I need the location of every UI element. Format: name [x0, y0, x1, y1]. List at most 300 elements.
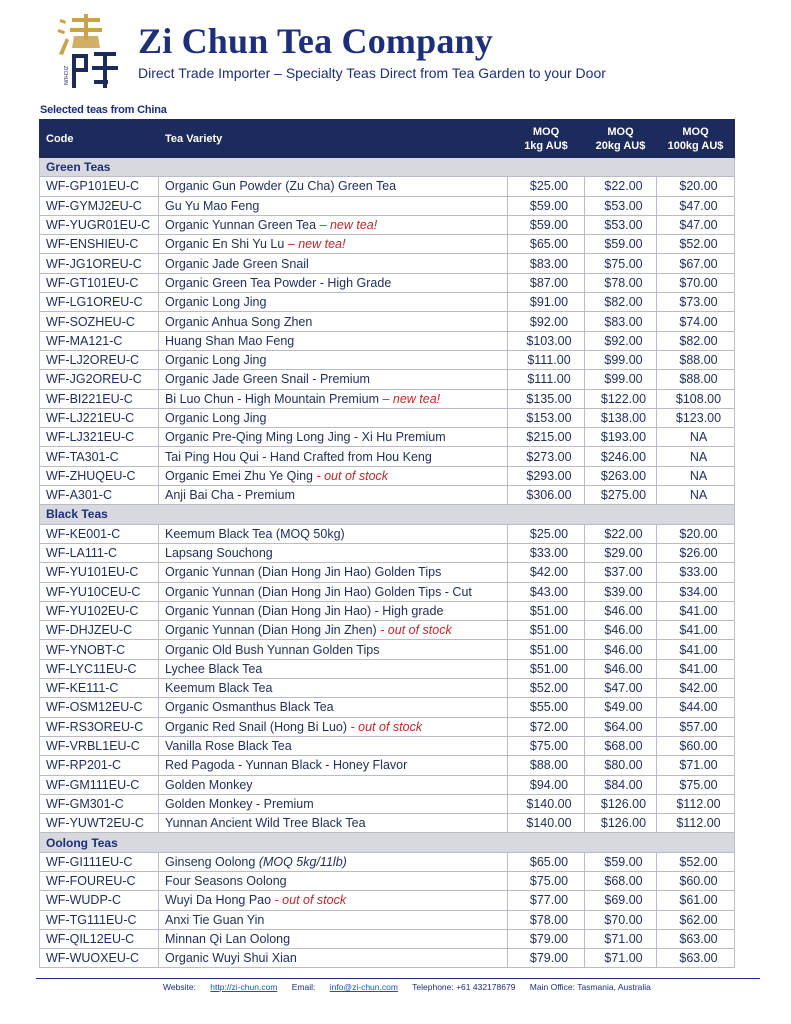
product-code: WF-KE111-C: [40, 679, 159, 698]
price-100kg: $60.00: [657, 736, 735, 755]
price-1kg: $140.00: [508, 794, 585, 813]
variety-name: Organic Gun Powder (Zu Cha) Green Tea: [165, 179, 397, 194]
price-1kg: $65.00: [508, 852, 585, 871]
price-100kg: $20.00: [657, 524, 735, 543]
price-20kg: $46.00: [585, 621, 657, 640]
variety-name: Organic Yunnan (Dian Hong Jin Hao) Golden Tips: [165, 565, 442, 580]
variety-name: Minnan Qi Lan Oolong: [165, 932, 291, 947]
product-code: WF-GT101EU-C: [40, 273, 159, 292]
table-row: [40, 698, 735, 717]
price-100kg: $62.00: [657, 910, 735, 929]
product-code: WF-LA111-C: [40, 543, 159, 562]
price-1kg: $25.00: [508, 524, 585, 543]
price-20kg: $22.00: [585, 524, 657, 543]
product-code: WF-YNOBT-C: [40, 640, 159, 659]
tea-variety: [159, 196, 508, 215]
tea-variety: [159, 949, 508, 968]
tea-variety: [159, 775, 508, 794]
price-100kg: $47.00: [657, 196, 735, 215]
price-20kg: $122.00: [585, 389, 657, 408]
variety-name: Bi Luo Chun - High Mountain Premium: [165, 391, 379, 406]
variety-name: Organic Green Tea Powder - High Grade: [165, 275, 392, 290]
variety-name: Organic Old Bush Yunnan Golden Tips: [165, 642, 380, 657]
tea-variety: [159, 524, 508, 543]
variety-name: Organic Long Jing: [165, 353, 267, 368]
product-code: WF-TA301-C: [40, 447, 159, 466]
price-100kg: $41.00: [657, 659, 735, 678]
tea-variety: [159, 698, 508, 717]
price-100kg: NA: [657, 447, 735, 466]
price-20kg: $29.00: [585, 543, 657, 562]
price-1kg: $103.00: [508, 331, 585, 350]
price-table: [39, 119, 735, 968]
variety-name: Keemum Black Tea: [165, 681, 273, 696]
column-header-moq-100kg: [657, 120, 735, 158]
product-code: WF-GM111EU-C: [40, 775, 159, 794]
price-1kg: $111.00: [508, 370, 585, 389]
variety-name: Anji Bai Cha - Premium: [165, 488, 295, 503]
tea-variety: [159, 756, 508, 775]
product-code: WF-GM301-C: [40, 794, 159, 813]
price-100kg: $75.00: [657, 775, 735, 794]
price-100kg: $41.00: [657, 640, 735, 659]
table-header-row: [40, 120, 735, 158]
price-1kg: $87.00: [508, 273, 585, 292]
price-100kg: NA: [657, 428, 735, 447]
price-1kg: $75.00: [508, 871, 585, 890]
price-20kg: $70.00: [585, 910, 657, 929]
product-code: WF-LYC11EU-C: [40, 659, 159, 678]
table-row: [40, 891, 735, 910]
tea-variety: [159, 312, 508, 331]
price-20kg: $193.00: [585, 428, 657, 447]
table-row: [40, 679, 735, 698]
status-note: – new tea!: [316, 218, 378, 233]
footer-office: Main Office: Tasmania, Australia: [529, 982, 651, 992]
variety-name: Wuyi Da Hong Pao: [165, 893, 272, 908]
product-code: WF-YUWT2EU-C: [40, 814, 159, 833]
variety-name: Four Seasons Oolong: [165, 874, 287, 889]
table-row: [40, 312, 735, 331]
table-row: [40, 177, 735, 196]
price-20kg: $138.00: [585, 408, 657, 427]
variety-name: Gu Yu Mao Feng: [165, 198, 260, 213]
price-100kg: $60.00: [657, 871, 735, 890]
price-1kg: $215.00: [508, 428, 585, 447]
tea-variety: [159, 447, 508, 466]
price-20kg: $71.00: [585, 929, 657, 948]
variety-name: Organic Wuyi Shui Xian: [165, 951, 297, 966]
table-row: [40, 601, 735, 620]
column-header-code: Code: [40, 120, 159, 158]
product-code: WF-WUDP-C: [40, 891, 159, 910]
column-header-moq-1kg-b: 1kg AU$: [524, 139, 568, 152]
variety-name: Organic Yunnan Green Tea: [165, 218, 317, 233]
table-row: [40, 389, 735, 408]
price-1kg: $91.00: [508, 293, 585, 312]
price-20kg: $49.00: [585, 698, 657, 717]
product-code: WF-LJ2OREU-C: [40, 350, 159, 369]
product-code: WF-LG1OREU-C: [40, 293, 159, 312]
price-1kg: $140.00: [508, 814, 585, 833]
product-code: WF-QIL12EU-C: [40, 929, 159, 948]
price-100kg: $44.00: [657, 698, 735, 717]
tea-variety: [159, 370, 508, 389]
company-name: Zi Chun Tea Company: [138, 21, 493, 61]
tea-variety: [159, 428, 508, 447]
status-note: - out of stock: [313, 468, 389, 483]
footer-divider: [36, 978, 760, 979]
price-1kg: $79.00: [508, 949, 585, 968]
table-row: [40, 756, 735, 775]
price-100kg: $52.00: [657, 235, 735, 254]
logo-text: ZICHUN: [62, 66, 68, 85]
variety-name: Lychee Black Tea: [165, 661, 263, 676]
price-20kg: $84.00: [585, 775, 657, 794]
table-row: [40, 852, 735, 871]
variety-name: Organic Osmanthus Black Tea: [165, 700, 334, 715]
price-100kg: $47.00: [657, 215, 735, 234]
price-1kg: $79.00: [508, 929, 585, 948]
variety-name: Organic Anhua Song Zhen: [165, 314, 313, 329]
column-header-moq-20kg: [585, 120, 657, 158]
price-20kg: $82.00: [585, 293, 657, 312]
column-header-moq-1kg: [508, 120, 585, 158]
price-1kg: $51.00: [508, 621, 585, 640]
price-1kg: $135.00: [508, 389, 585, 408]
table-row: [40, 582, 735, 601]
price-100kg: $112.00: [657, 794, 735, 813]
product-code: WF-GYMJ2EU-C: [40, 196, 159, 215]
product-code: WF-RP201-C: [40, 756, 159, 775]
product-code: WF-FOUREU-C: [40, 871, 159, 890]
company-logo: [56, 14, 122, 90]
table-row: [40, 543, 735, 562]
website-link[interactable]: http://zi-chun.com: [210, 982, 278, 992]
category-label: Oolong Teas: [40, 833, 735, 852]
footer-website-label: Website:: [163, 982, 196, 992]
table-row: [40, 196, 735, 215]
price-20kg: $99.00: [585, 370, 657, 389]
tea-variety: [159, 621, 508, 640]
price-20kg: $46.00: [585, 640, 657, 659]
category-row: [40, 833, 735, 852]
price-100kg: $41.00: [657, 621, 735, 640]
product-code: WF-BI221EU-C: [40, 389, 159, 408]
product-code: WF-LJ321EU-C: [40, 428, 159, 447]
tea-variety: [159, 929, 508, 948]
table-row: [40, 447, 735, 466]
tea-variety: [159, 852, 508, 871]
variety-name: Tai Ping Hou Qui - Hand Crafted from Hou Keng: [165, 449, 432, 464]
tea-variety: [159, 794, 508, 813]
product-code: WF-YU101EU-C: [40, 563, 159, 582]
tea-variety: [159, 466, 508, 485]
price-1kg: $51.00: [508, 640, 585, 659]
status-note: - out of stock: [347, 719, 423, 734]
tea-variety: [159, 717, 508, 736]
section-title: Selected teas from China: [40, 104, 167, 116]
tea-variety: [159, 254, 508, 273]
price-20kg: $64.00: [585, 717, 657, 736]
product-code: WF-LJ221EU-C: [40, 408, 159, 427]
price-20kg: $92.00: [585, 331, 657, 350]
price-100kg: NA: [657, 486, 735, 505]
variety-name: Organic Yunnan (Dian Hong Jin Hao) Golden Tips - Cut: [165, 584, 472, 599]
tea-variety: [159, 273, 508, 292]
table-row: [40, 466, 735, 485]
price-1kg: $72.00: [508, 717, 585, 736]
price-100kg: $61.00: [657, 891, 735, 910]
variety-name: Red Pagoda - Yunnan Black - Honey Flavor: [165, 758, 408, 773]
table-row: [40, 910, 735, 929]
price-1kg: $51.00: [508, 659, 585, 678]
price-20kg: $47.00: [585, 679, 657, 698]
tea-variety: [159, 235, 508, 254]
price-20kg: $68.00: [585, 871, 657, 890]
tea-variety: [159, 215, 508, 234]
price-20kg: $71.00: [585, 949, 657, 968]
column-header-moq-100kg-b: 100kg AU$: [667, 139, 724, 152]
column-header-moq-20kg-a: MOQ: [607, 125, 634, 138]
price-1kg: $78.00: [508, 910, 585, 929]
product-code: WF-SOZHEU-C: [40, 312, 159, 331]
price-20kg: $126.00: [585, 794, 657, 813]
category-label: Green Teas: [40, 158, 735, 177]
variety-name: Lapsang Souchong: [165, 546, 273, 561]
tea-variety: [159, 582, 508, 601]
product-code: WF-OSM12EU-C: [40, 698, 159, 717]
product-code: WF-GI111EU-C: [40, 852, 159, 871]
price-1kg: $293.00: [508, 466, 585, 485]
price-100kg: $88.00: [657, 350, 735, 369]
product-code: WF-ENSHIEU-C: [40, 235, 159, 254]
table-row: [40, 949, 735, 968]
table-row: [40, 659, 735, 678]
moq-note: (MOQ 5kg/11lb): [255, 854, 347, 869]
table-row: [40, 486, 735, 505]
price-100kg: $20.00: [657, 177, 735, 196]
price-100kg: $108.00: [657, 389, 735, 408]
variety-name: Organic Yunnan (Dian Hong Jin Zhen): [165, 623, 377, 638]
price-20kg: $75.00: [585, 254, 657, 273]
product-code: WF-TG111EU-C: [40, 910, 159, 929]
status-note: – new tea!: [284, 237, 346, 252]
variety-name: Golden Monkey - Premium: [165, 796, 314, 811]
variety-name: Anxi Tie Guan Yin: [165, 912, 265, 927]
product-code: WF-YUGR01EU-C: [40, 215, 159, 234]
price-1kg: $52.00: [508, 679, 585, 698]
tea-variety: [159, 543, 508, 562]
variety-name: Organic En Shi Yu Lu: [165, 237, 285, 252]
price-100kg: $34.00: [657, 582, 735, 601]
table-body: [40, 158, 735, 968]
tea-variety: [159, 871, 508, 890]
price-20kg: $53.00: [585, 196, 657, 215]
price-20kg: $68.00: [585, 736, 657, 755]
price-100kg: NA: [657, 466, 735, 485]
category-label: Black Teas: [40, 505, 735, 524]
product-code: WF-A301-C: [40, 486, 159, 505]
tea-variety: [159, 640, 508, 659]
tagline: Direct Trade Importer – Specialty Teas Direct from Tea Garden to your Door: [138, 65, 606, 81]
price-100kg: $57.00: [657, 717, 735, 736]
table-row: [40, 717, 735, 736]
tea-variety: [159, 814, 508, 833]
footer-email-label: Email:: [291, 982, 316, 992]
price-20kg: $46.00: [585, 601, 657, 620]
table-row: [40, 331, 735, 350]
price-100kg: $52.00: [657, 852, 735, 871]
table-row: [40, 273, 735, 292]
variety-name: Organic Yunnan (Dian Hong Jin Hao) - High grade: [165, 603, 444, 618]
table-row: [40, 408, 735, 427]
price-1kg: $111.00: [508, 350, 585, 369]
price-100kg: $41.00: [657, 601, 735, 620]
product-code: WF-JG2OREU-C: [40, 370, 159, 389]
variety-name: Ginseng Oolong: [165, 854, 256, 869]
price-100kg: $123.00: [657, 408, 735, 427]
product-code: WF-YU102EU-C: [40, 601, 159, 620]
variety-name: Yunnan Ancient Wild Tree Black Tea: [165, 816, 366, 831]
table-row: [40, 929, 735, 948]
price-1kg: $65.00: [508, 235, 585, 254]
tea-variety: [159, 679, 508, 698]
table-row: [40, 736, 735, 755]
status-note: - out of stock: [271, 893, 347, 908]
table-row: [40, 370, 735, 389]
table-row: [40, 621, 735, 640]
table-row: [40, 794, 735, 813]
price-100kg: $73.00: [657, 293, 735, 312]
variety-name: Organic Jade Green Snail - Premium: [165, 372, 370, 387]
price-20kg: $80.00: [585, 756, 657, 775]
price-1kg: $306.00: [508, 486, 585, 505]
price-20kg: $53.00: [585, 215, 657, 234]
price-20kg: $78.00: [585, 273, 657, 292]
price-1kg: $33.00: [508, 543, 585, 562]
price-100kg: $70.00: [657, 273, 735, 292]
table-row: [40, 524, 735, 543]
column-header-moq-1kg-a: MOQ: [532, 125, 560, 138]
variety-name: Organic Long Jing: [165, 411, 267, 425]
price-20kg: $263.00: [585, 466, 657, 485]
price-20kg: $275.00: [585, 486, 657, 505]
product-code: WF-JG1OREU-C: [40, 254, 159, 273]
price-100kg: $63.00: [657, 949, 735, 968]
table-row: [40, 350, 735, 369]
price-20kg: $99.00: [585, 350, 657, 369]
product-code: WF-WUOXEU-C: [40, 949, 159, 968]
price-100kg: $42.00: [657, 679, 735, 698]
product-code: WF-YU10CEU-C: [40, 582, 159, 601]
table-row: [40, 775, 735, 794]
footer-email: [292, 982, 398, 992]
price-100kg: $74.00: [657, 312, 735, 331]
price-20kg: $83.00: [585, 312, 657, 331]
product-code: WF-DHJZEU-C: [40, 621, 159, 640]
price-1kg: $77.00: [508, 891, 585, 910]
price-1kg: $75.00: [508, 736, 585, 755]
table-row: [40, 215, 735, 234]
price-1kg: $88.00: [508, 756, 585, 775]
price-100kg: $88.00: [657, 370, 735, 389]
table-row: [40, 428, 735, 447]
price-1kg: $55.00: [508, 698, 585, 717]
status-note: – new tea!: [379, 391, 441, 406]
variety-name: Organic Red Snail (Hong Bi Luo): [165, 719, 348, 734]
variety-name: Organic Long Jing: [165, 295, 267, 310]
column-header-moq-100kg-a: MOQ: [682, 125, 709, 138]
tea-variety: [159, 891, 508, 910]
product-code: WF-KE001-C: [40, 524, 159, 543]
variety-name: Organic Emei Zhu Ye Qing: [165, 468, 313, 483]
price-100kg: $67.00: [657, 254, 735, 273]
footer-website: [163, 982, 277, 992]
tea-variety: [159, 177, 508, 196]
tea-variety: [159, 736, 508, 755]
variety-name: Keemum Black Tea (MOQ 50kg): [165, 526, 345, 541]
variety-name: Golden Monkey: [165, 777, 253, 792]
tea-variety: [159, 293, 508, 312]
tea-variety: [159, 910, 508, 929]
price-1kg: $51.00: [508, 601, 585, 620]
email-link[interactable]: info@zi-chun.com: [329, 982, 398, 992]
table-row: [40, 563, 735, 582]
price-100kg: $82.00: [657, 331, 735, 350]
price-20kg: $22.00: [585, 177, 657, 196]
tea-variety: [159, 408, 508, 427]
column-header-variety: Tea Variety: [159, 120, 508, 158]
price-20kg: $46.00: [585, 659, 657, 678]
product-code: WF-VRBL1EU-C: [40, 736, 159, 755]
product-code: WF-RS3OREU-C: [40, 717, 159, 736]
price-20kg: $69.00: [585, 891, 657, 910]
price-1kg: $273.00: [508, 447, 585, 466]
footer-telephone: Telephone: +61 432178679: [412, 982, 516, 992]
price-100kg: $26.00: [657, 543, 735, 562]
tea-variety: [159, 659, 508, 678]
tea-variety: [159, 389, 508, 408]
price-1kg: $83.00: [508, 254, 585, 273]
tea-variety: [159, 486, 508, 505]
tea-variety: [159, 601, 508, 620]
price-1kg: $94.00: [508, 775, 585, 794]
tea-variety: [159, 563, 508, 582]
variety-name: Organic Pre-Qing Ming Long Jing - Xi Hu Premium: [165, 430, 446, 445]
table-row: [40, 814, 735, 833]
tea-variety: [159, 331, 508, 350]
price-100kg: $33.00: [657, 563, 735, 582]
table-row: [40, 640, 735, 659]
table-row: [40, 293, 735, 312]
price-1kg: $153.00: [508, 408, 585, 427]
table-row: [40, 254, 735, 273]
variety-name: Organic Jade Green Snail: [165, 256, 309, 271]
price-1kg: $59.00: [508, 215, 585, 234]
product-code: WF-ZHUQEU-C: [40, 466, 159, 485]
price-20kg: $59.00: [585, 852, 657, 871]
price-1kg: $92.00: [508, 312, 585, 331]
variety-name: Huang Shan Mao Feng: [165, 333, 295, 348]
price-1kg: $25.00: [508, 177, 585, 196]
table-row: [40, 235, 735, 254]
variety-name: Vanilla Rose Black Tea: [165, 739, 292, 754]
price-20kg: $59.00: [585, 235, 657, 254]
price-1kg: $43.00: [508, 582, 585, 601]
table-row: [40, 871, 735, 890]
price-20kg: $39.00: [585, 582, 657, 601]
